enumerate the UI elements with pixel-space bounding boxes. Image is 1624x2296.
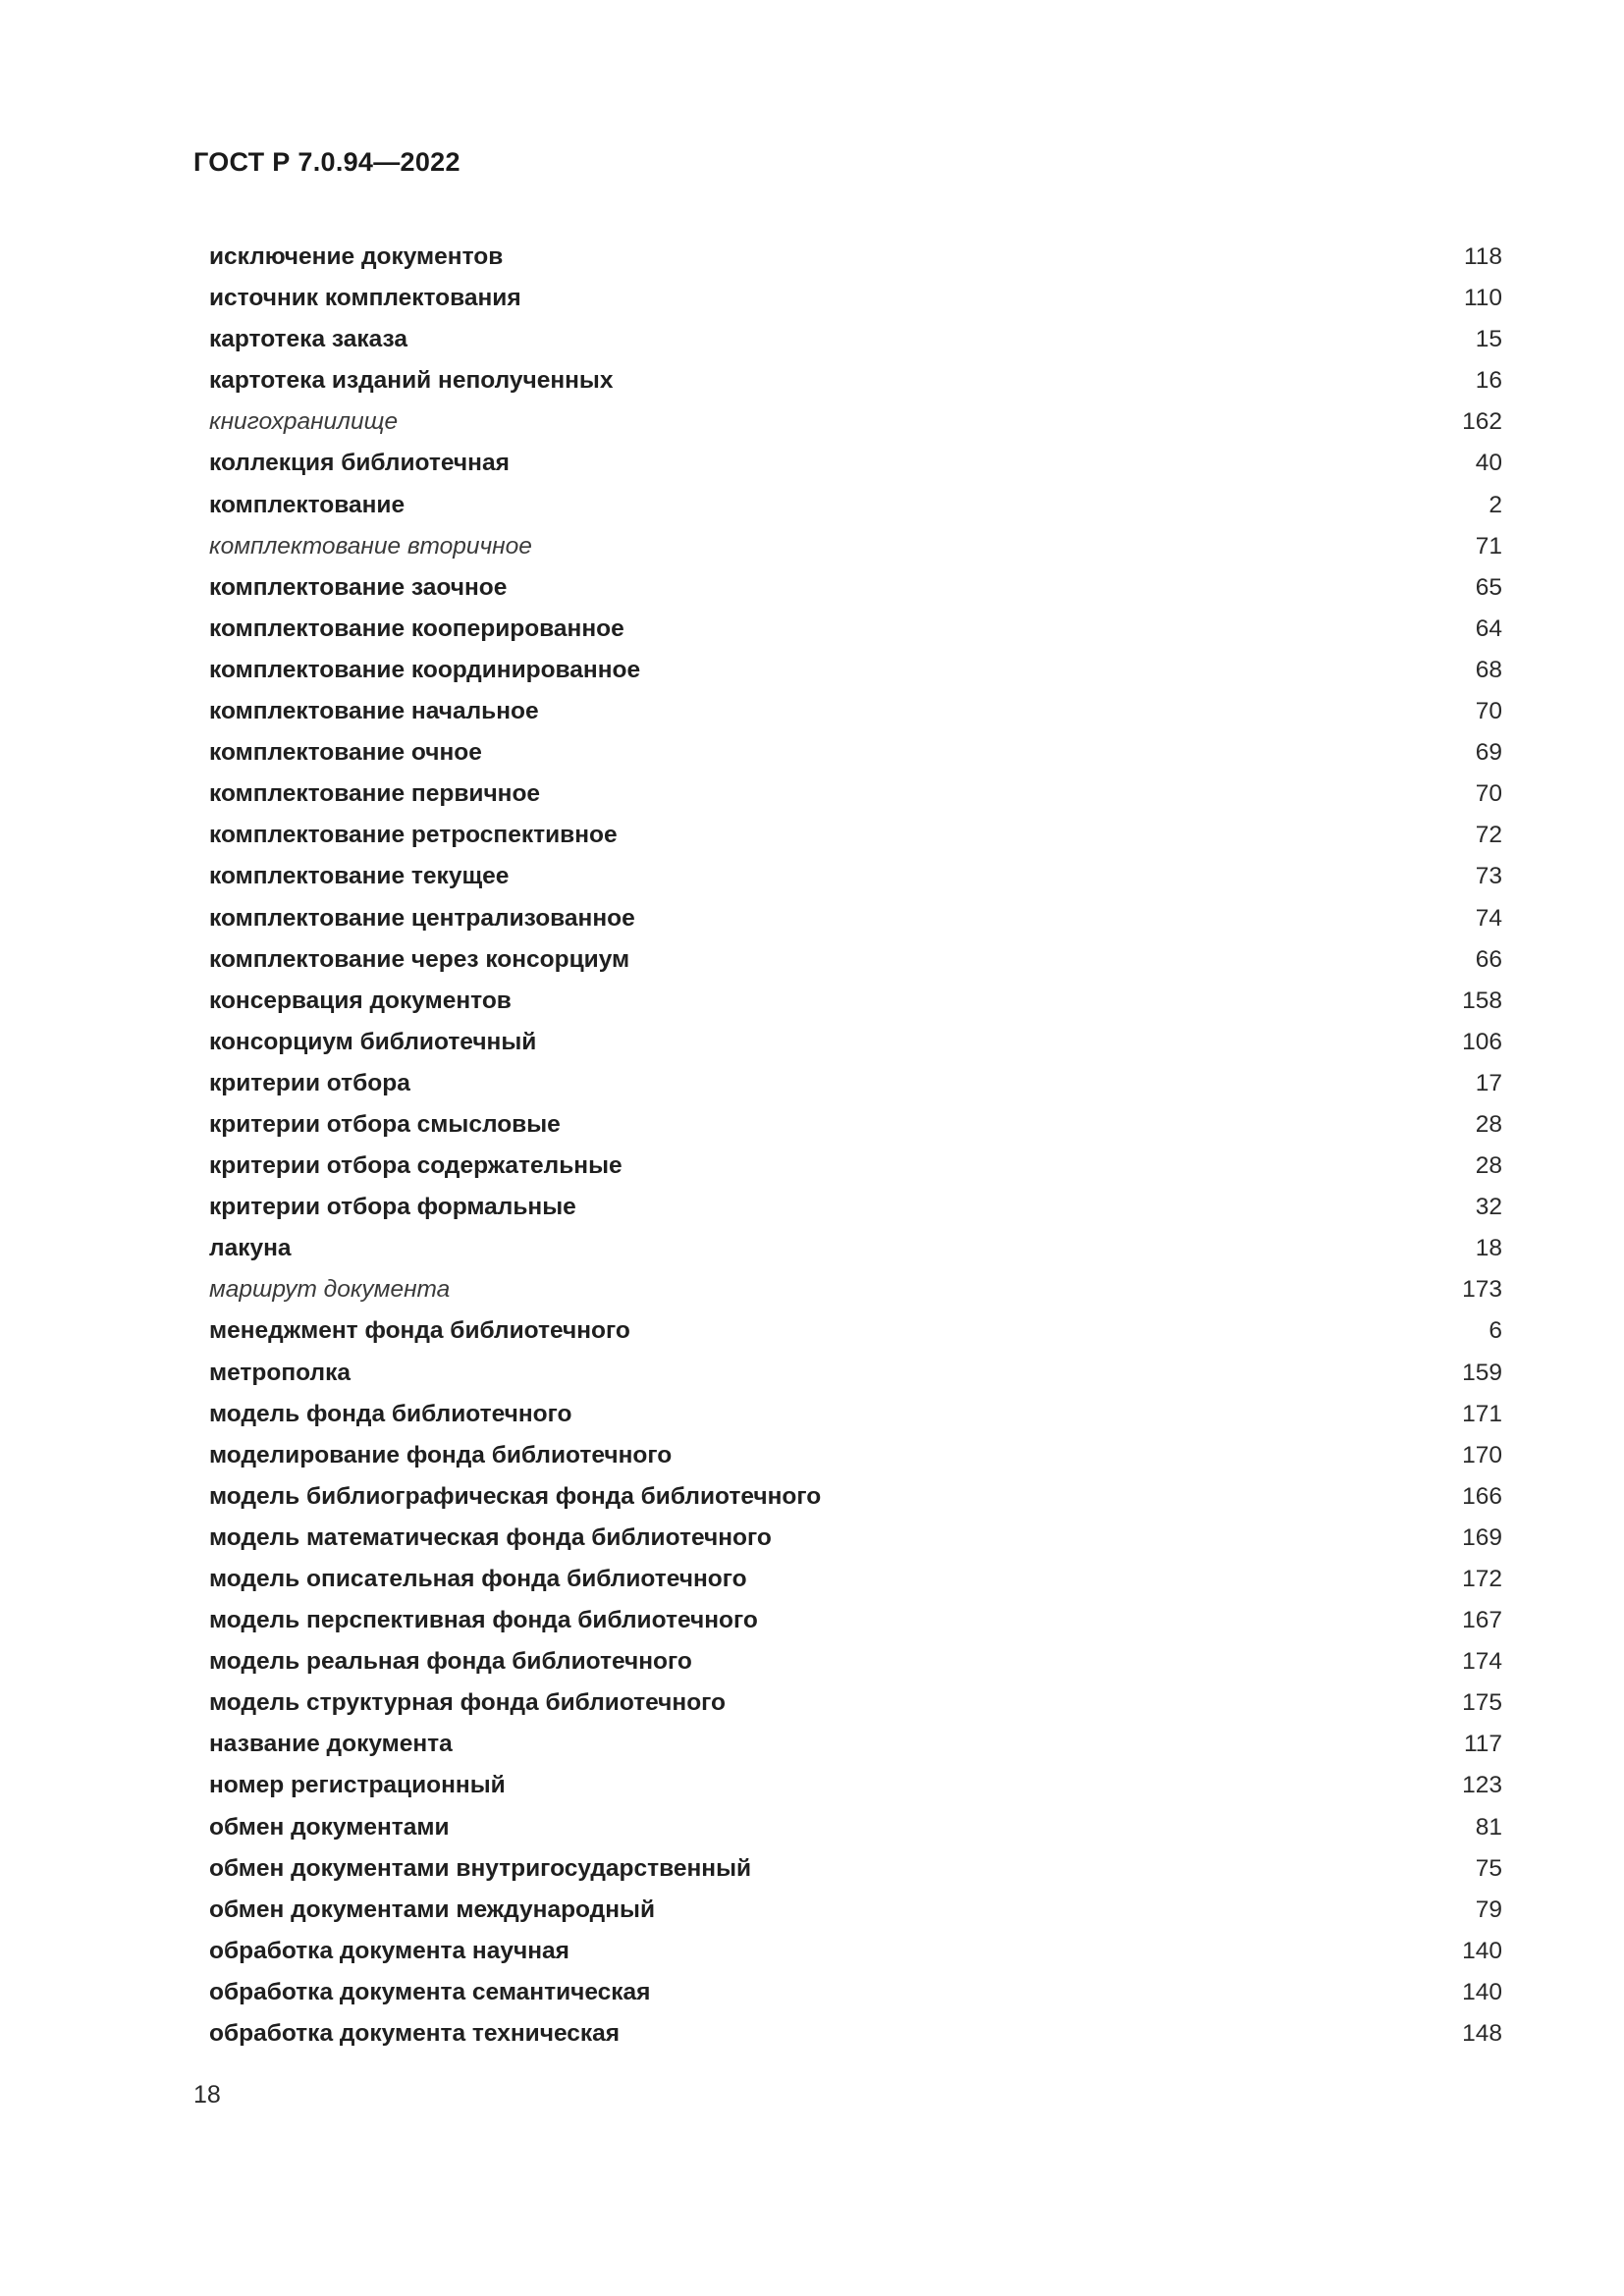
index-entry <box>209 1600 1502 1641</box>
index-page-ref: 159 <box>1462 1359 1502 1386</box>
index-page-ref: 66 <box>1475 945 1502 973</box>
index-page-ref: 75 <box>1475 1854 1502 1882</box>
index-entry <box>209 1848 1502 1890</box>
index-term: комплектование централизованное <box>209 904 635 932</box>
index-page-ref: 158 <box>1462 987 1502 1014</box>
index-term: менеджмент фонда библиотечного <box>209 1317 630 1345</box>
index-entry <box>209 360 1502 401</box>
index-term: модель структурная фонда библиотечного <box>209 1689 727 1717</box>
index-entry <box>209 1310 1502 1352</box>
index-entry <box>209 774 1502 815</box>
page-number: 18 <box>193 2081 221 2109</box>
index-term: модель описательная фонда библиотечного <box>209 1566 747 1592</box>
index-term: маршрут документа <box>209 1276 451 1304</box>
index-page-ref: 169 <box>1462 1523 1502 1551</box>
index-page-ref: 2 <box>1489 491 1502 518</box>
index-entry <box>209 1890 1502 1931</box>
index-page-ref: 72 <box>1475 822 1502 849</box>
index-entry <box>209 1476 1502 1518</box>
index-entry <box>209 278 1502 319</box>
index-term: книгохранилище <box>209 408 399 436</box>
index-term: комплектование текущее <box>209 863 510 890</box>
index-page-ref: 162 <box>1462 408 1502 436</box>
index-page-ref: 68 <box>1475 656 1502 683</box>
index-entry <box>209 732 1502 774</box>
index-page-ref: 106 <box>1462 1028 1502 1055</box>
index-page-ref: 171 <box>1462 1400 1502 1427</box>
index-entry <box>209 1724 1502 1765</box>
index-page-ref: 73 <box>1475 863 1502 890</box>
index-entry <box>209 1187 1502 1228</box>
document-header: ГОСТ Р 7.0.94—2022 <box>193 147 460 177</box>
index-page-ref: 32 <box>1475 1194 1502 1221</box>
index-page-ref: 140 <box>1462 1978 1502 2005</box>
index-term: комплектование кооперированное <box>209 614 624 642</box>
index-entry <box>209 567 1502 609</box>
index-page-ref: 174 <box>1462 1648 1502 1676</box>
index-page-ref: 65 <box>1475 573 1502 601</box>
index-entry <box>209 1269 1502 1310</box>
index-page-ref: 172 <box>1462 1566 1502 1592</box>
index-term: картотека изданий неполученных <box>209 367 614 395</box>
index-entry <box>209 1228 1502 1269</box>
index-entry <box>209 1104 1502 1146</box>
index-entry <box>209 1022 1502 1063</box>
index-term: коллекция библиотечная <box>209 450 510 477</box>
index-term: комплектование заочное <box>209 573 508 601</box>
index-page-ref: 167 <box>1462 1607 1502 1634</box>
index-entry <box>209 1641 1502 1682</box>
index-page-ref: 74 <box>1475 904 1502 932</box>
index-entry <box>209 691 1502 732</box>
index-term: модель фонда библиотечного <box>209 1400 572 1427</box>
index-entry <box>209 1765 1502 1806</box>
index-page-ref: 28 <box>1475 1110 1502 1138</box>
index-term: консервация документов <box>209 987 512 1014</box>
index-term: номер регистрационный <box>209 1772 506 1799</box>
index-page-ref: 15 <box>1475 326 1502 353</box>
index-entry <box>209 1353 1502 1394</box>
index-entry <box>209 939 1502 981</box>
index-entry <box>209 1972 1502 2013</box>
index-entry <box>209 401 1502 443</box>
index-term: метрополка <box>209 1359 351 1386</box>
index-entry <box>209 981 1502 1022</box>
index-entry <box>209 443 1502 484</box>
index-page-ref: 117 <box>1463 1731 1502 1758</box>
index-entry <box>209 2013 1502 2055</box>
index-entry <box>209 485 1502 526</box>
index-term: обмен документами международный <box>209 1896 656 1923</box>
index-term: комплектование ретроспективное <box>209 822 618 849</box>
index-entry <box>209 815 1502 856</box>
index-term: обработка документа научная <box>209 1937 569 1964</box>
index-term: комплектование <box>209 491 406 518</box>
index-term: обмен документами внутригосударственный <box>209 1854 752 1882</box>
index-page-ref: 18 <box>1475 1235 1502 1262</box>
alphabetical-term-index <box>209 237 1502 2055</box>
index-term: обработка документа семантическая <box>209 1978 651 2005</box>
index-page-ref: 69 <box>1475 739 1502 767</box>
index-term: обработка документа техническая <box>209 2020 621 2048</box>
index-term: критерии отбора смысловые <box>209 1110 561 1138</box>
index-page-ref: 175 <box>1462 1689 1502 1717</box>
index-entry <box>209 526 1502 567</box>
index-term: модель перспективная фонда библиотечного <box>209 1607 758 1634</box>
index-page-ref: 70 <box>1475 698 1502 725</box>
index-term: критерии отбора формальные <box>209 1194 576 1221</box>
index-page-ref: 6 <box>1489 1317 1502 1345</box>
index-entry <box>209 650 1502 691</box>
index-entry <box>209 1394 1502 1435</box>
index-entry <box>209 1931 1502 1972</box>
index-term: лакуна <box>209 1235 292 1262</box>
index-page-ref: 173 <box>1462 1276 1502 1304</box>
index-entry <box>209 1518 1502 1559</box>
index-page-ref: 140 <box>1462 1937 1502 1964</box>
index-entry <box>209 319 1502 360</box>
index-page-ref: 16 <box>1475 367 1502 395</box>
index-term: комплектование очное <box>209 739 482 767</box>
index-term: комплектование вторичное <box>209 532 532 560</box>
index-term: модель реальная фонда библиотечного <box>209 1648 692 1676</box>
index-page-ref: 148 <box>1462 2020 1502 2048</box>
index-term: комплектование координированное <box>209 656 641 683</box>
index-page-ref: 70 <box>1475 780 1502 808</box>
index-page-ref: 81 <box>1475 1813 1502 1841</box>
index-page-ref: 118 <box>1463 243 1502 270</box>
index-entry <box>209 1146 1502 1187</box>
index-entry <box>209 1559 1502 1600</box>
index-page-ref: 64 <box>1475 614 1502 642</box>
index-entry <box>209 898 1502 939</box>
index-entry <box>209 237 1502 278</box>
index-term: источник комплектования <box>209 285 521 312</box>
index-term: картотека заказа <box>209 326 408 353</box>
index-term: комплектование первичное <box>209 780 541 808</box>
index-term: моделирование фонда библиотечного <box>209 1441 673 1468</box>
index-entry <box>209 1435 1502 1476</box>
index-term: обмен документами <box>209 1813 450 1841</box>
index-term: комплектование начальное <box>209 698 539 725</box>
index-term: модель библиографическая фонда библиотечного <box>209 1482 822 1510</box>
index-entry <box>209 1682 1502 1724</box>
index-page-ref: 28 <box>1475 1152 1502 1180</box>
index-page-ref: 166 <box>1462 1482 1502 1510</box>
index-page-ref: 110 <box>1463 285 1502 312</box>
index-term: исключение документов <box>209 243 504 270</box>
index-entry <box>209 609 1502 650</box>
index-page-ref: 79 <box>1475 1896 1502 1923</box>
index-term: критерии отбора <box>209 1069 410 1096</box>
index-term: модель математическая фонда библиотечного <box>209 1523 772 1551</box>
index-entry <box>209 1063 1502 1104</box>
index-term: консорциум библиотечный <box>209 1028 537 1055</box>
index-entry <box>209 856 1502 897</box>
index-page-ref: 17 <box>1475 1069 1502 1096</box>
index-page-ref: 71 <box>1475 532 1502 560</box>
index-term: комплектование через консорциум <box>209 945 630 973</box>
index-page-ref: 170 <box>1462 1441 1502 1468</box>
index-term: название документа <box>209 1731 453 1758</box>
index-entry <box>209 1807 1502 1848</box>
index-page-ref: 40 <box>1475 450 1502 477</box>
index-term: критерии отбора содержательные <box>209 1152 623 1180</box>
index-page-ref: 123 <box>1462 1772 1502 1799</box>
